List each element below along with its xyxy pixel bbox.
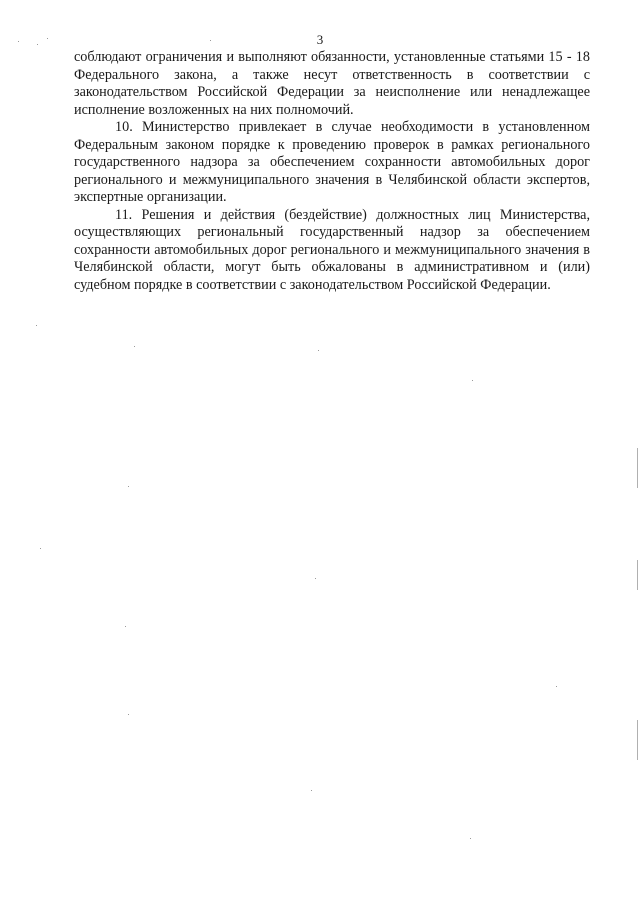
scan-speck xyxy=(556,686,557,687)
scan-speck xyxy=(134,346,135,347)
scan-speck xyxy=(128,486,129,487)
document-body xyxy=(74,49,590,294)
scan-speck xyxy=(318,350,319,351)
scan-edge-mark xyxy=(637,560,638,590)
paragraph-11: 11. Решения и действия (бездействие) должностных лиц Министерства, осуществляющих региональный государственный надзор за обеспечением сохранности автомобильных дорог регионального и межмуниципального значения в Челябинской области, могут быть обжалованы в административном и (или) судебном порядке в соответствии с законодательством Российской Федерации. xyxy=(74,206,590,293)
scan-speck xyxy=(311,790,312,791)
scan-speck xyxy=(210,40,211,41)
scan-speck xyxy=(18,41,19,42)
scan-speck xyxy=(470,838,471,839)
scan-speck xyxy=(128,714,129,715)
scan-speck xyxy=(36,325,37,326)
scan-speck xyxy=(37,44,38,45)
scan-speck xyxy=(40,548,41,549)
scan-speck xyxy=(472,380,473,381)
page-number: 3 xyxy=(316,32,324,47)
paragraph-continuation: соблюдают ограничения и выполняют обязанности, установленные статьями 15 - 18 Федерального закона, а также несут ответственность в соответствии с законодательством Российской Федерации за неисполнение или ненадлежащее исполнение возложенных на них полномочий. xyxy=(74,49,590,118)
scan-speck xyxy=(47,38,48,39)
scan-speck xyxy=(125,626,126,627)
paragraph-10: 10. Министерство привлекает в случае необходимости в установленном Федеральным законом порядке к проведению проверок в рамках регионального государственного надзора за обеспечением сохранности автомобильных дорог регионального и межмуниципального значения в Челябинской области экспертов, экспертные организации. xyxy=(74,119,590,205)
scan-edge-mark xyxy=(637,448,638,488)
scan-speck xyxy=(315,578,316,579)
scan-edge-mark xyxy=(637,720,638,760)
